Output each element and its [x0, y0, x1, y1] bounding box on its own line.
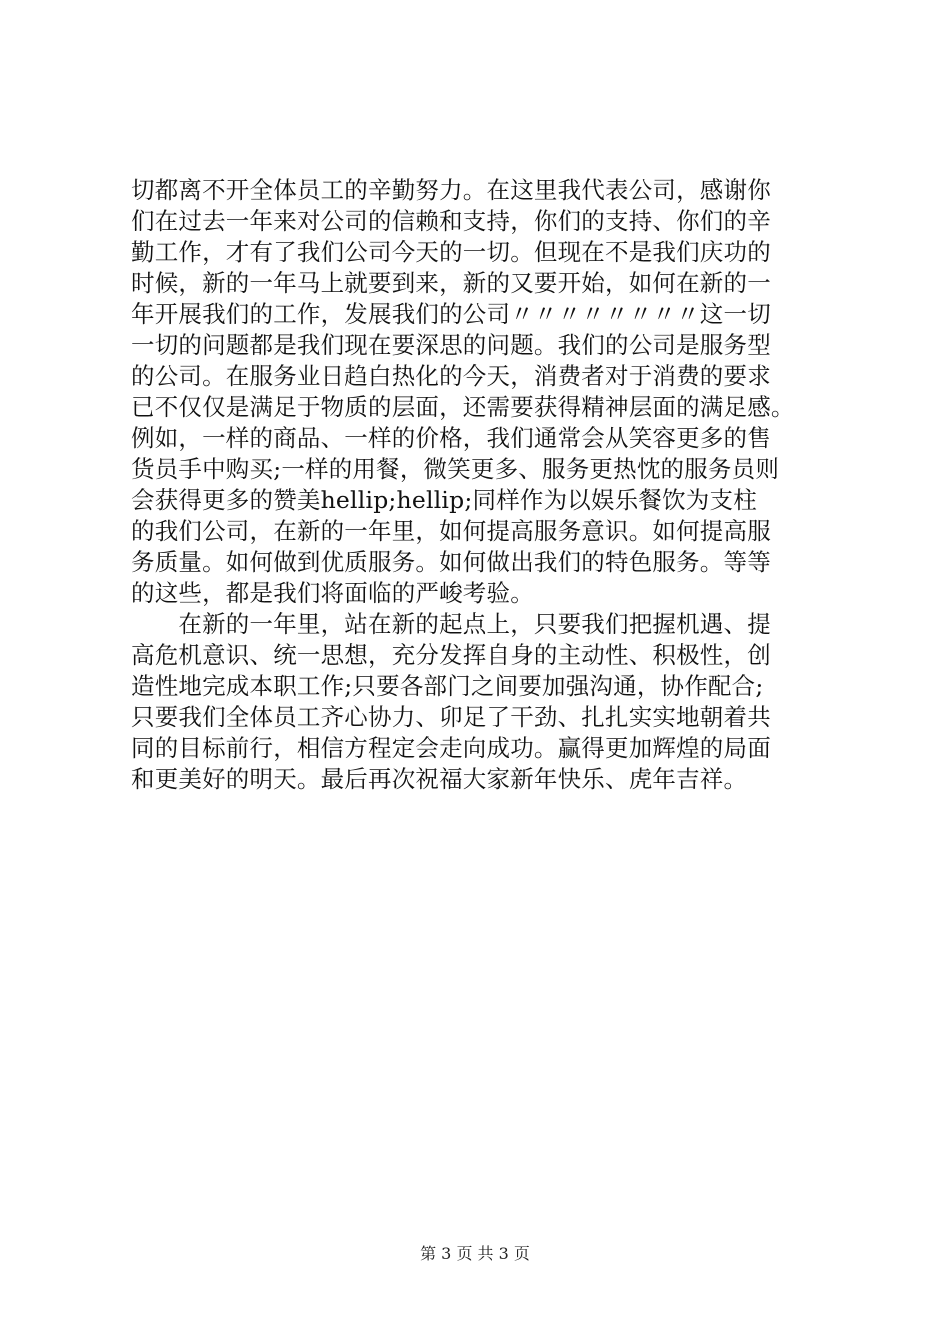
- text-line: 的这些，都是我们将面临的严峻考验。: [131, 579, 534, 607]
- text-line: 高危机意识、统一思想，充分发挥自身的主动性、积极性，创: [131, 641, 771, 669]
- text-line: 例如，一样的商品、一样的价格，我们通常会从笑容更多的售: [131, 424, 771, 452]
- text-line: 们在过去一年来对公司的信赖和支持，你们的支持、你们的辛: [131, 207, 771, 235]
- text-line: 造性地完成本职工作;只要各部门之间要加强沟通，协作配合;: [131, 672, 764, 700]
- page-footer: [0, 1243, 950, 1265]
- text-line: 务质量。如何做到优质服务。如何做出我们的特色服务。等等: [131, 548, 771, 576]
- text-line: 一切的问题都是我们现在要深思的问题。我们的公司是服务型: [131, 331, 771, 359]
- text-line: 年开展我们的工作，发展我们的公司〃〃〃〃〃〃〃〃这一切: [131, 300, 771, 328]
- text-line: 的我们公司，在新的一年里，如何提高服务意识。如何提高服: [131, 517, 771, 545]
- text-line: 货员手中购买;一样的用餐，微笑更多、服务更热忱的服务员则: [131, 455, 780, 483]
- text-line: 的公司。在服务业日趋白热化的今天，消费者对于消费的要求: [131, 362, 771, 390]
- body-text: [131, 175, 843, 795]
- text-line: 同的目标前行，相信方程定会走向成功。赢得更加辉煌的局面: [131, 734, 771, 762]
- text-line: 已不仅仅是满足于物质的层面，还需要获得精神层面的满足感。: [131, 393, 795, 421]
- text-line: 时候，新的一年马上就要到来，新的又要开始，如何在新的一: [131, 269, 771, 297]
- page-number: 第 3 页 共 3 页: [420, 1244, 530, 1263]
- text-line: 切都离不开全体员工的辛勤努力。在这里我代表公司，感谢你: [131, 176, 771, 204]
- text-line: 在新的一年里，站在新的起点上，只要我们把握机遇、提: [131, 610, 771, 638]
- text-line: 只要我们全体员工齐心协力、卯足了干劲、扎扎实实地朝着共: [131, 703, 771, 731]
- text-line: 和更美好的明天。最后再次祝福大家新年快乐、虎年吉祥。: [131, 765, 748, 793]
- text-line: 勤工作，才有了我们公司今天的一切。但现在不是我们庆功的: [131, 238, 771, 266]
- text-line: 会获得更多的赞美hellip;hellip;同样作为以娱乐餐饮为支柱: [131, 486, 757, 514]
